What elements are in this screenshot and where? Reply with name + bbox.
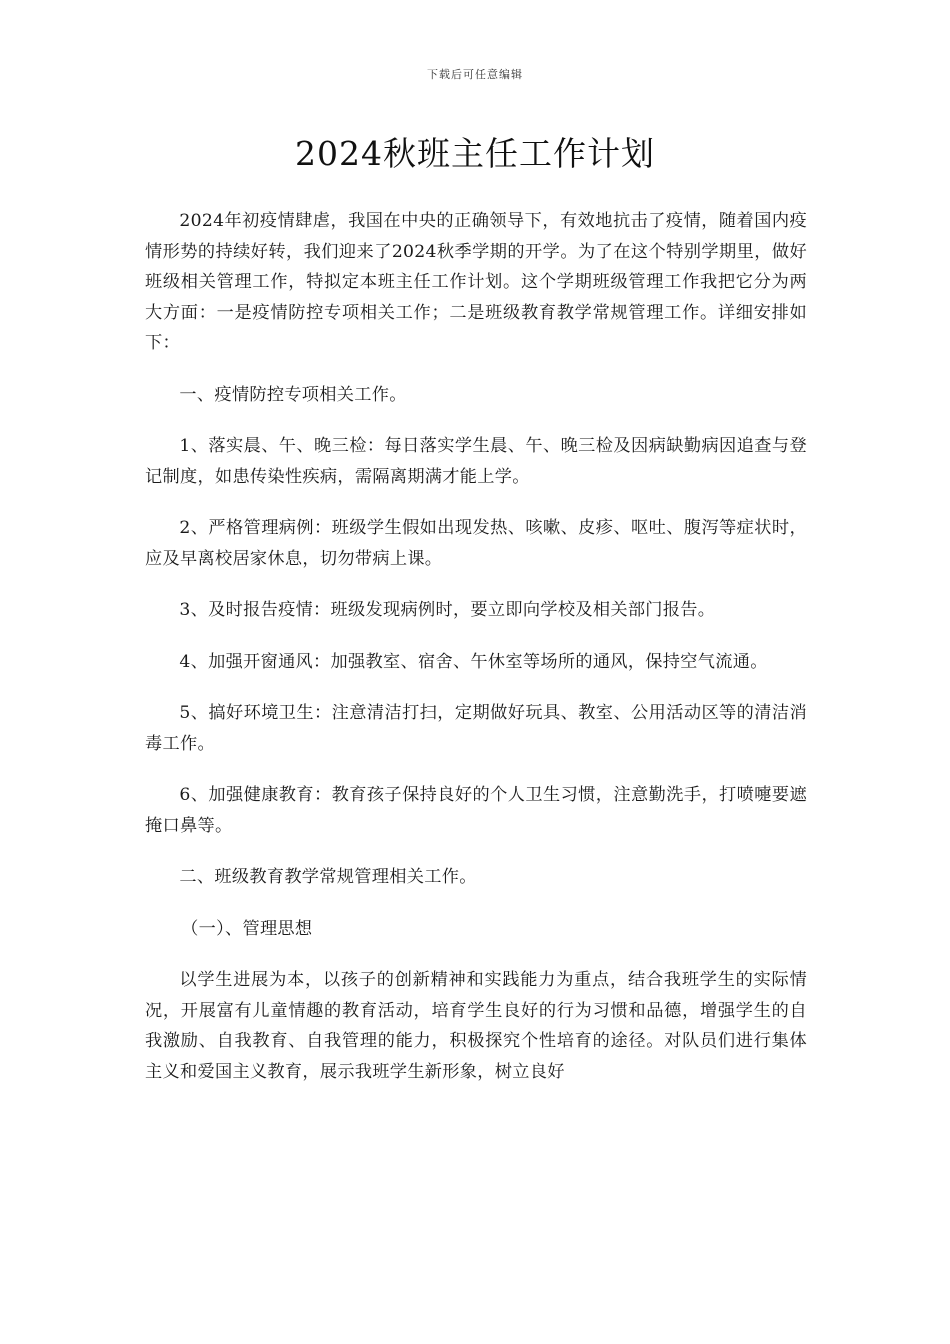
paragraph-philosophy: 以学生进展为本，以孩子的创新精神和实践能力为重点，结合我班学生的实际情况，开展富有儿童情趣的教育活动，培育学生良好的行为习惯和品德，增强学生的自我激励、自我教育、自我管理的能力，积极探究个性培育的途径。对队员们进行集体主义和爱国主义教育，展示我班学生新形象，树立良好	[145, 970, 807, 1082]
section-heading-epidemic: 一、疫情防控专项相关工作。	[179, 384, 407, 405]
document-body	[145, 206, 807, 1108]
section-heading-class-management: 二、班级教育教学常规管理相关工作。	[179, 867, 477, 887]
list-item-hygiene: 5、搞好环境卫生：注意清洁打扫，定期做好玩具、教室、公用活动区等的清洁消毒工作。	[145, 703, 807, 754]
document-title: 2024秋班主任工作计划	[295, 134, 655, 173]
subsection-heading-philosophy: （一）、管理思想	[181, 918, 313, 939]
header-note: 下载后可任意编辑	[427, 68, 523, 81]
list-item-health-education: 6、加强健康教育：教育孩子保持良好的个人卫生习惯，注意勤洗手，打喷嚏要遮掩口鼻等。	[145, 785, 807, 836]
list-item-health-checks: 1、落实晨、午、晚三检：每日落实学生晨、午、晚三检及因病缺勤病因追查与登记制度，如患传染性疾病，需隔离期满才能上学。	[145, 436, 807, 487]
list-item-report-epidemic: 3、及时报告疫情：班级发现病例时，要立即向学校及相关部门报告。	[179, 600, 716, 620]
list-item-ventilation: 4、加强开窗通风：加强教室、宿舍、午休室等场所的通风，保持空气流通。	[179, 651, 768, 672]
list-item-case-management: 2、严格管理病例：班级学生假如出现发热、咳嗽、皮疹、呕吐、腹泻等症状时，应及早离校居家休息，切勿带病上课。	[145, 518, 807, 569]
paragraph-intro: 2024年初疫情肆虐，我国在中央的正确领导下，有效地抗击了疫情，随着国内疫情形势的持续好转，我们迎来了2024秋季学期的开学。为了在这个特别学期里，做好班级相关管理工作，特拟定本班主任工作计划。这个学期班级管理工作我把它分为两大方面：一是疫情防控专项相关工作；二是班级教育教学常规管理工作。详细安排如下：	[145, 211, 807, 353]
